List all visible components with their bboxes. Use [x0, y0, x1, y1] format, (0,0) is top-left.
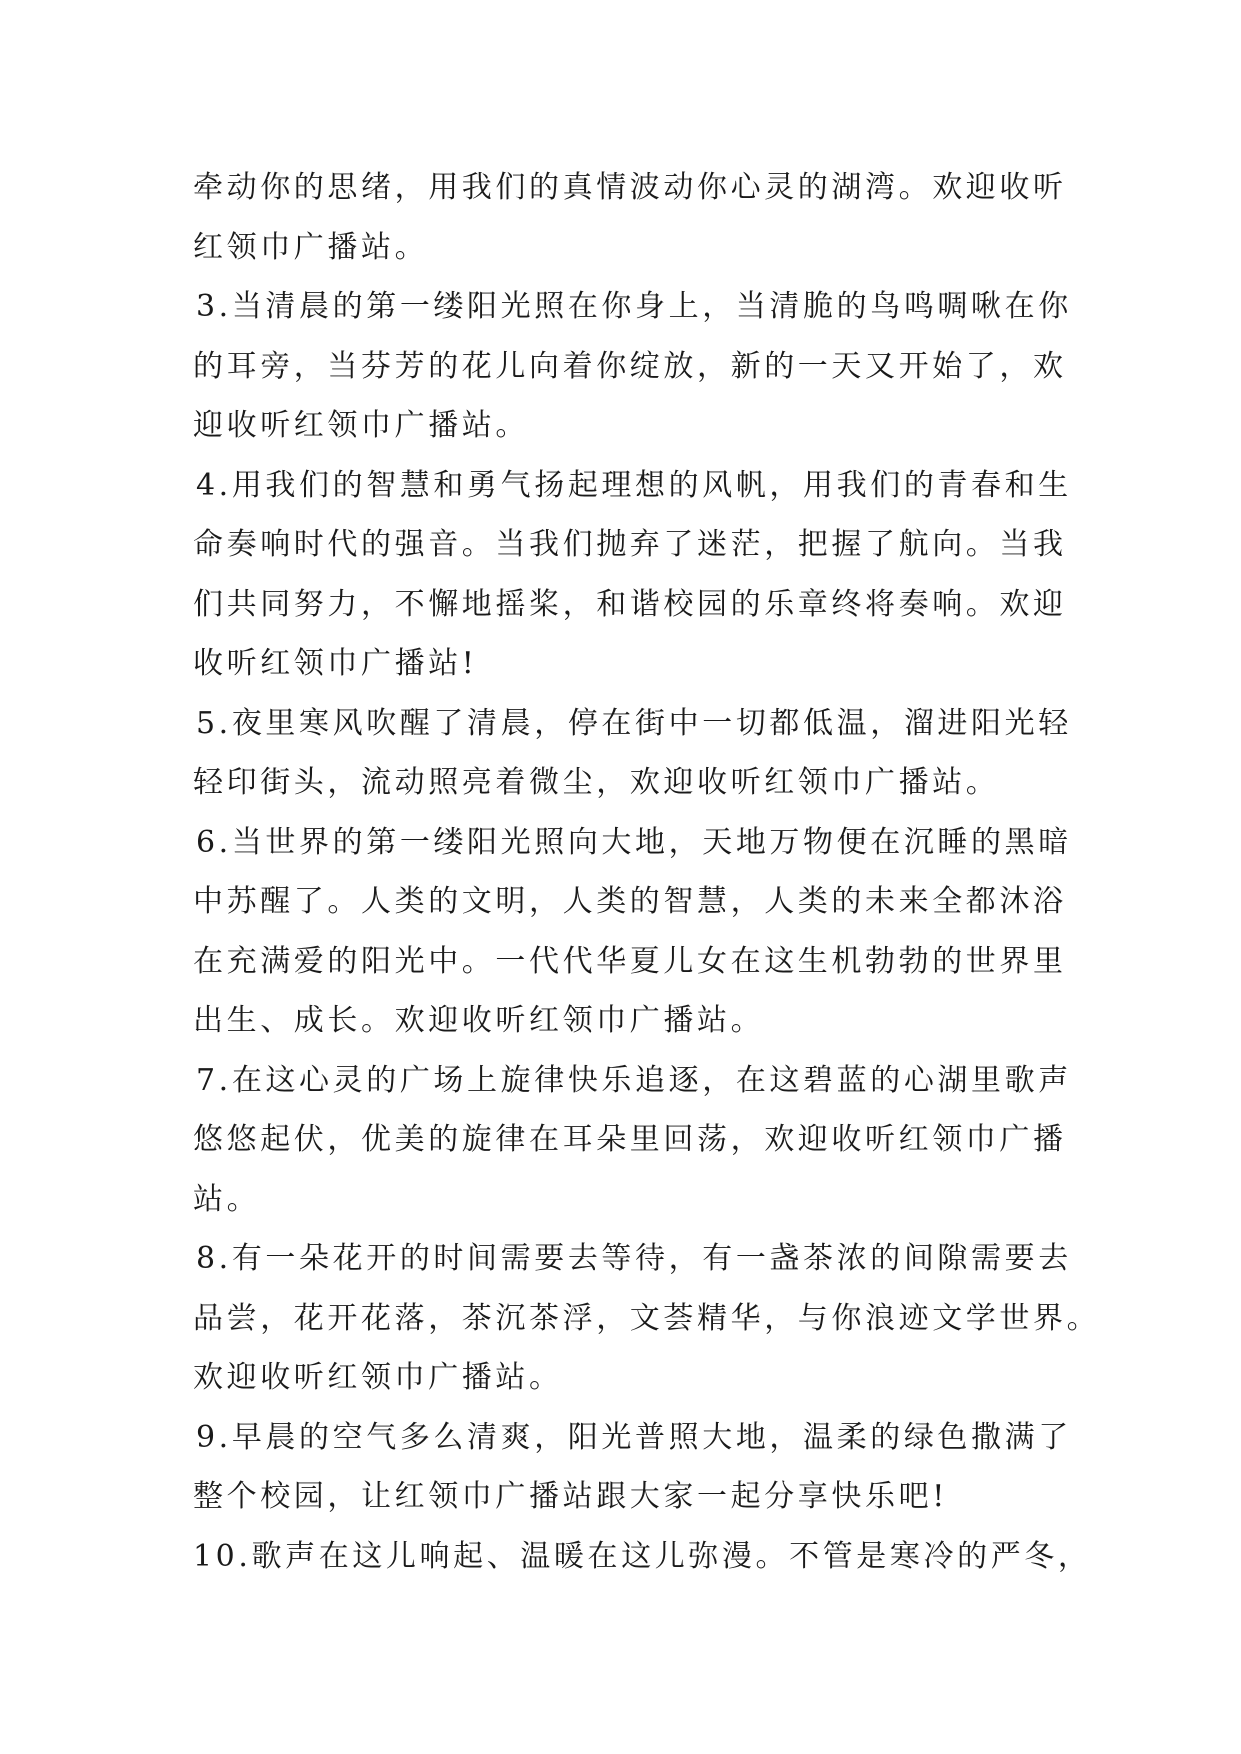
text-line: 站。 — [193, 1181, 261, 1217]
text-line: 品尝，花开花落，茶沉茶浮，文荟精华，与你浪迹文学世界。 — [193, 1300, 1101, 1336]
item-8-line: 8.有一朵花开的时间需要去等待，有一盏茶浓的间隙需要去 — [196, 1241, 1072, 1276]
item-5-line: 5.夜里寒风吹醒了清晨，停在街中一切都低温，溜进阳光轻 — [196, 705, 1072, 741]
text-line: 在充满爱的阳光中。一代代华夏儿女在这生机勃勃的世界里 — [193, 943, 1067, 979]
text-line: 红领巾广播站。 — [193, 229, 429, 265]
text-line: 命奏响时代的强音。当我们抛弃了迷茫，把握了航向。当我 — [193, 527, 1067, 562]
item-9-line: 9.早晨的空气多么清爽，阳光普照大地，温柔的绿色撒满了 — [196, 1419, 1072, 1455]
text-line: 欢迎收听红领巾广播站。 — [193, 1360, 563, 1395]
text-line: 中苏醒了。人类的文明，人类的智慧，人类的未来全都沐浴 — [193, 884, 1067, 919]
item-6-line: 6.当世界的第一缕阳光照向大地，天地万物便在沉睡的黑暗 — [196, 824, 1072, 860]
item-4-line: 4.用我们的智慧和勇气扬起理想的风帆，用我们的青春和生 — [196, 467, 1072, 503]
text-line: 悠悠起伏，优美的旋律在耳朵里回荡，欢迎收听红领巾广播 — [193, 1122, 1067, 1157]
text-line: 整个校园，让红领巾广播站跟大家一起分享快乐吧! — [193, 1479, 948, 1514]
text-line: 的耳旁，当芬芳的花儿向着你绽放，新的一天又开始了，欢 — [193, 348, 1067, 384]
text-line: 收听红领巾广播站! — [193, 646, 478, 681]
item-7-line: 7.在这心灵的广场上旋律快乐追逐，在这碧蓝的心湖里歌声 — [196, 1062, 1072, 1098]
text-line: 出生、成长。欢迎收听红领巾广播站。 — [193, 1003, 765, 1038]
text-line: 牵动你的思绪，用我们的真情波动你心灵的湖湾。欢迎收听 — [193, 170, 1067, 205]
text-line: 迎收听红领巾广播站。 — [193, 408, 529, 443]
text-line: 们共同努力，不懈地摇桨，和谐校园的乐章终将奏响。欢迎 — [193, 586, 1067, 622]
item-10-line: 10.歌声在这儿响起、温暖在这儿弥漫。不管是寒冷的严冬， — [193, 1538, 1092, 1574]
item-3-line: 3.当清晨的第一缕阳光照在你身上，当清脆的鸟鸣啁啾在你 — [196, 289, 1072, 324]
document-body — [193, 158, 1101, 1586]
text-line: 轻印街头，流动照亮着微尘，欢迎收听红领巾广播站。 — [193, 765, 1000, 800]
